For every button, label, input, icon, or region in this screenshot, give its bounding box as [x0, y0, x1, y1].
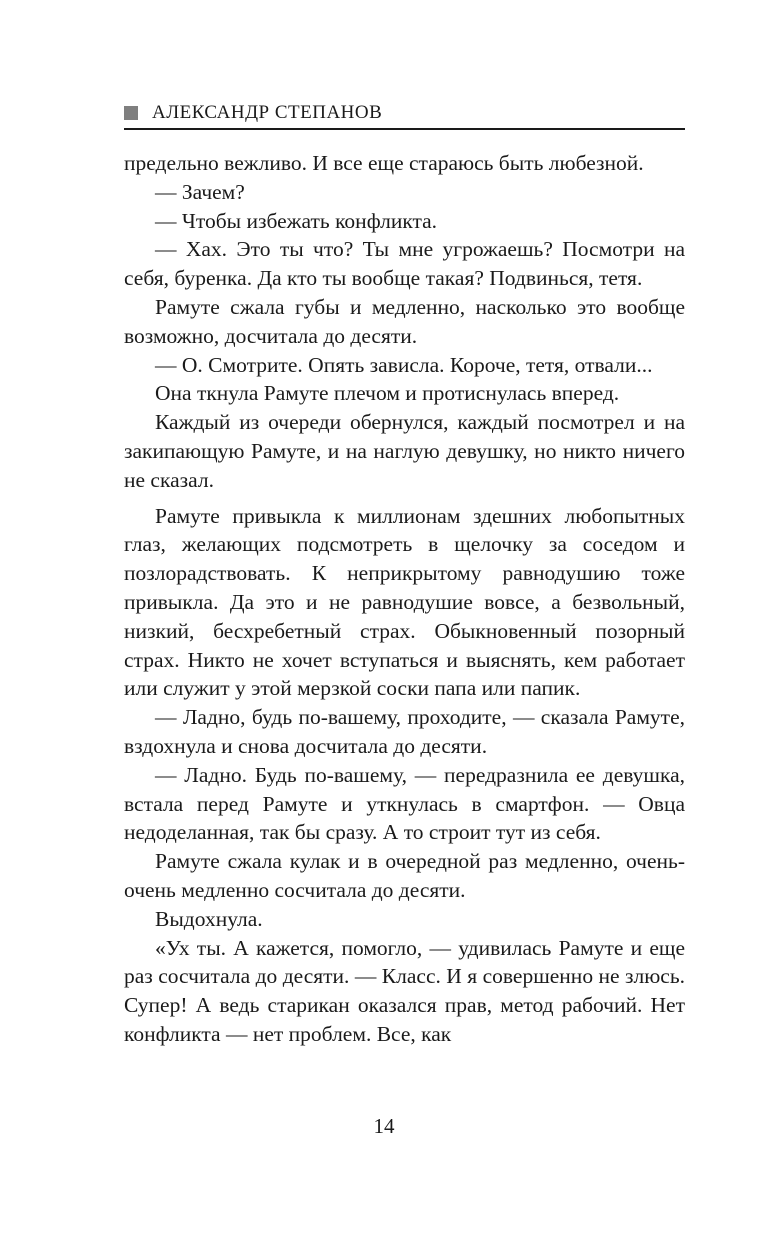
body-text: [124, 149, 685, 1049]
header-author: АЛЕКСАНДР СТЕПАНОВ: [152, 102, 383, 123]
paragraph: Рамуте привыкла к миллионам здешних любопытных глаз, желающих подсмотреть в щелочку за соседом и позлорадствовать. К неприкрытому равнодушию тоже привыкла. Да это и не равнодушие вовсе, а безвольный, низкий, бесхребетный страх. Обыкновенный позорный страх. Никто не хочет вступаться и выяснять, кем работает или служит у этой мерзкой соски папа или папик.: [124, 503, 685, 701]
paragraph: Она ткнула Рамуте плечом и протиснулась вперед.: [155, 381, 620, 406]
paragraph: предельно вежливо. И все еще стараюсь быть любезной.: [124, 151, 644, 175]
paragraph: — О. Смотрите. Опять зависла. Короче, тетя, отвали...: [155, 352, 653, 377]
paragraph: «Ух ты. А кажется, помогло, — удивилась Рамуте и еще раз сосчитала до десяти. — Класс. И я совершенно не злюсь. Супер! А ведь старикан оказался прав, метод рабочий. Нет конфликта — нет проблем. Все, как: [124, 935, 685, 1046]
paragraph: — Чтобы избежать конфликта.: [155, 208, 438, 233]
square-bullet-icon: [124, 106, 138, 120]
paragraph: Рамуте сжала кулак и в очередной раз медленно, очень-очень медленно сосчитала до десяти.: [124, 849, 685, 902]
paragraph: — Ладно, будь по-вашему, проходите, — сказала Рамуте, вздохнула и снова досчитала до десяти.: [124, 705, 685, 758]
paragraph: — Ладно. Будь по-вашему, — передразнила ее девушка, встала перед Рамуте и уткнулась в смартфон. — Овца недоделанная, так бы сразу. А то строит тут из себя.: [124, 762, 685, 845]
page-number: 14: [373, 1114, 395, 1138]
paragraph: Каждый из очереди обернулся, каждый посмотрел и на закипающую Рамуте, и на наглую девушку, но никто ничего не сказал.: [124, 410, 685, 492]
paragraph: — Зачем?: [155, 179, 245, 204]
paragraph: Выдохнула.: [155, 906, 263, 931]
running-header: [124, 100, 685, 130]
paragraph: — Хах. Это ты что? Ты мне угрожаешь? Посмотри на себя, буренка. Да кто ты вообще такая? Подвинься, тетя.: [124, 237, 685, 291]
paragraph: Рамуте сжала губы и медленно, насколько это вообще возможно, досчитала до десяти.: [124, 294, 685, 348]
